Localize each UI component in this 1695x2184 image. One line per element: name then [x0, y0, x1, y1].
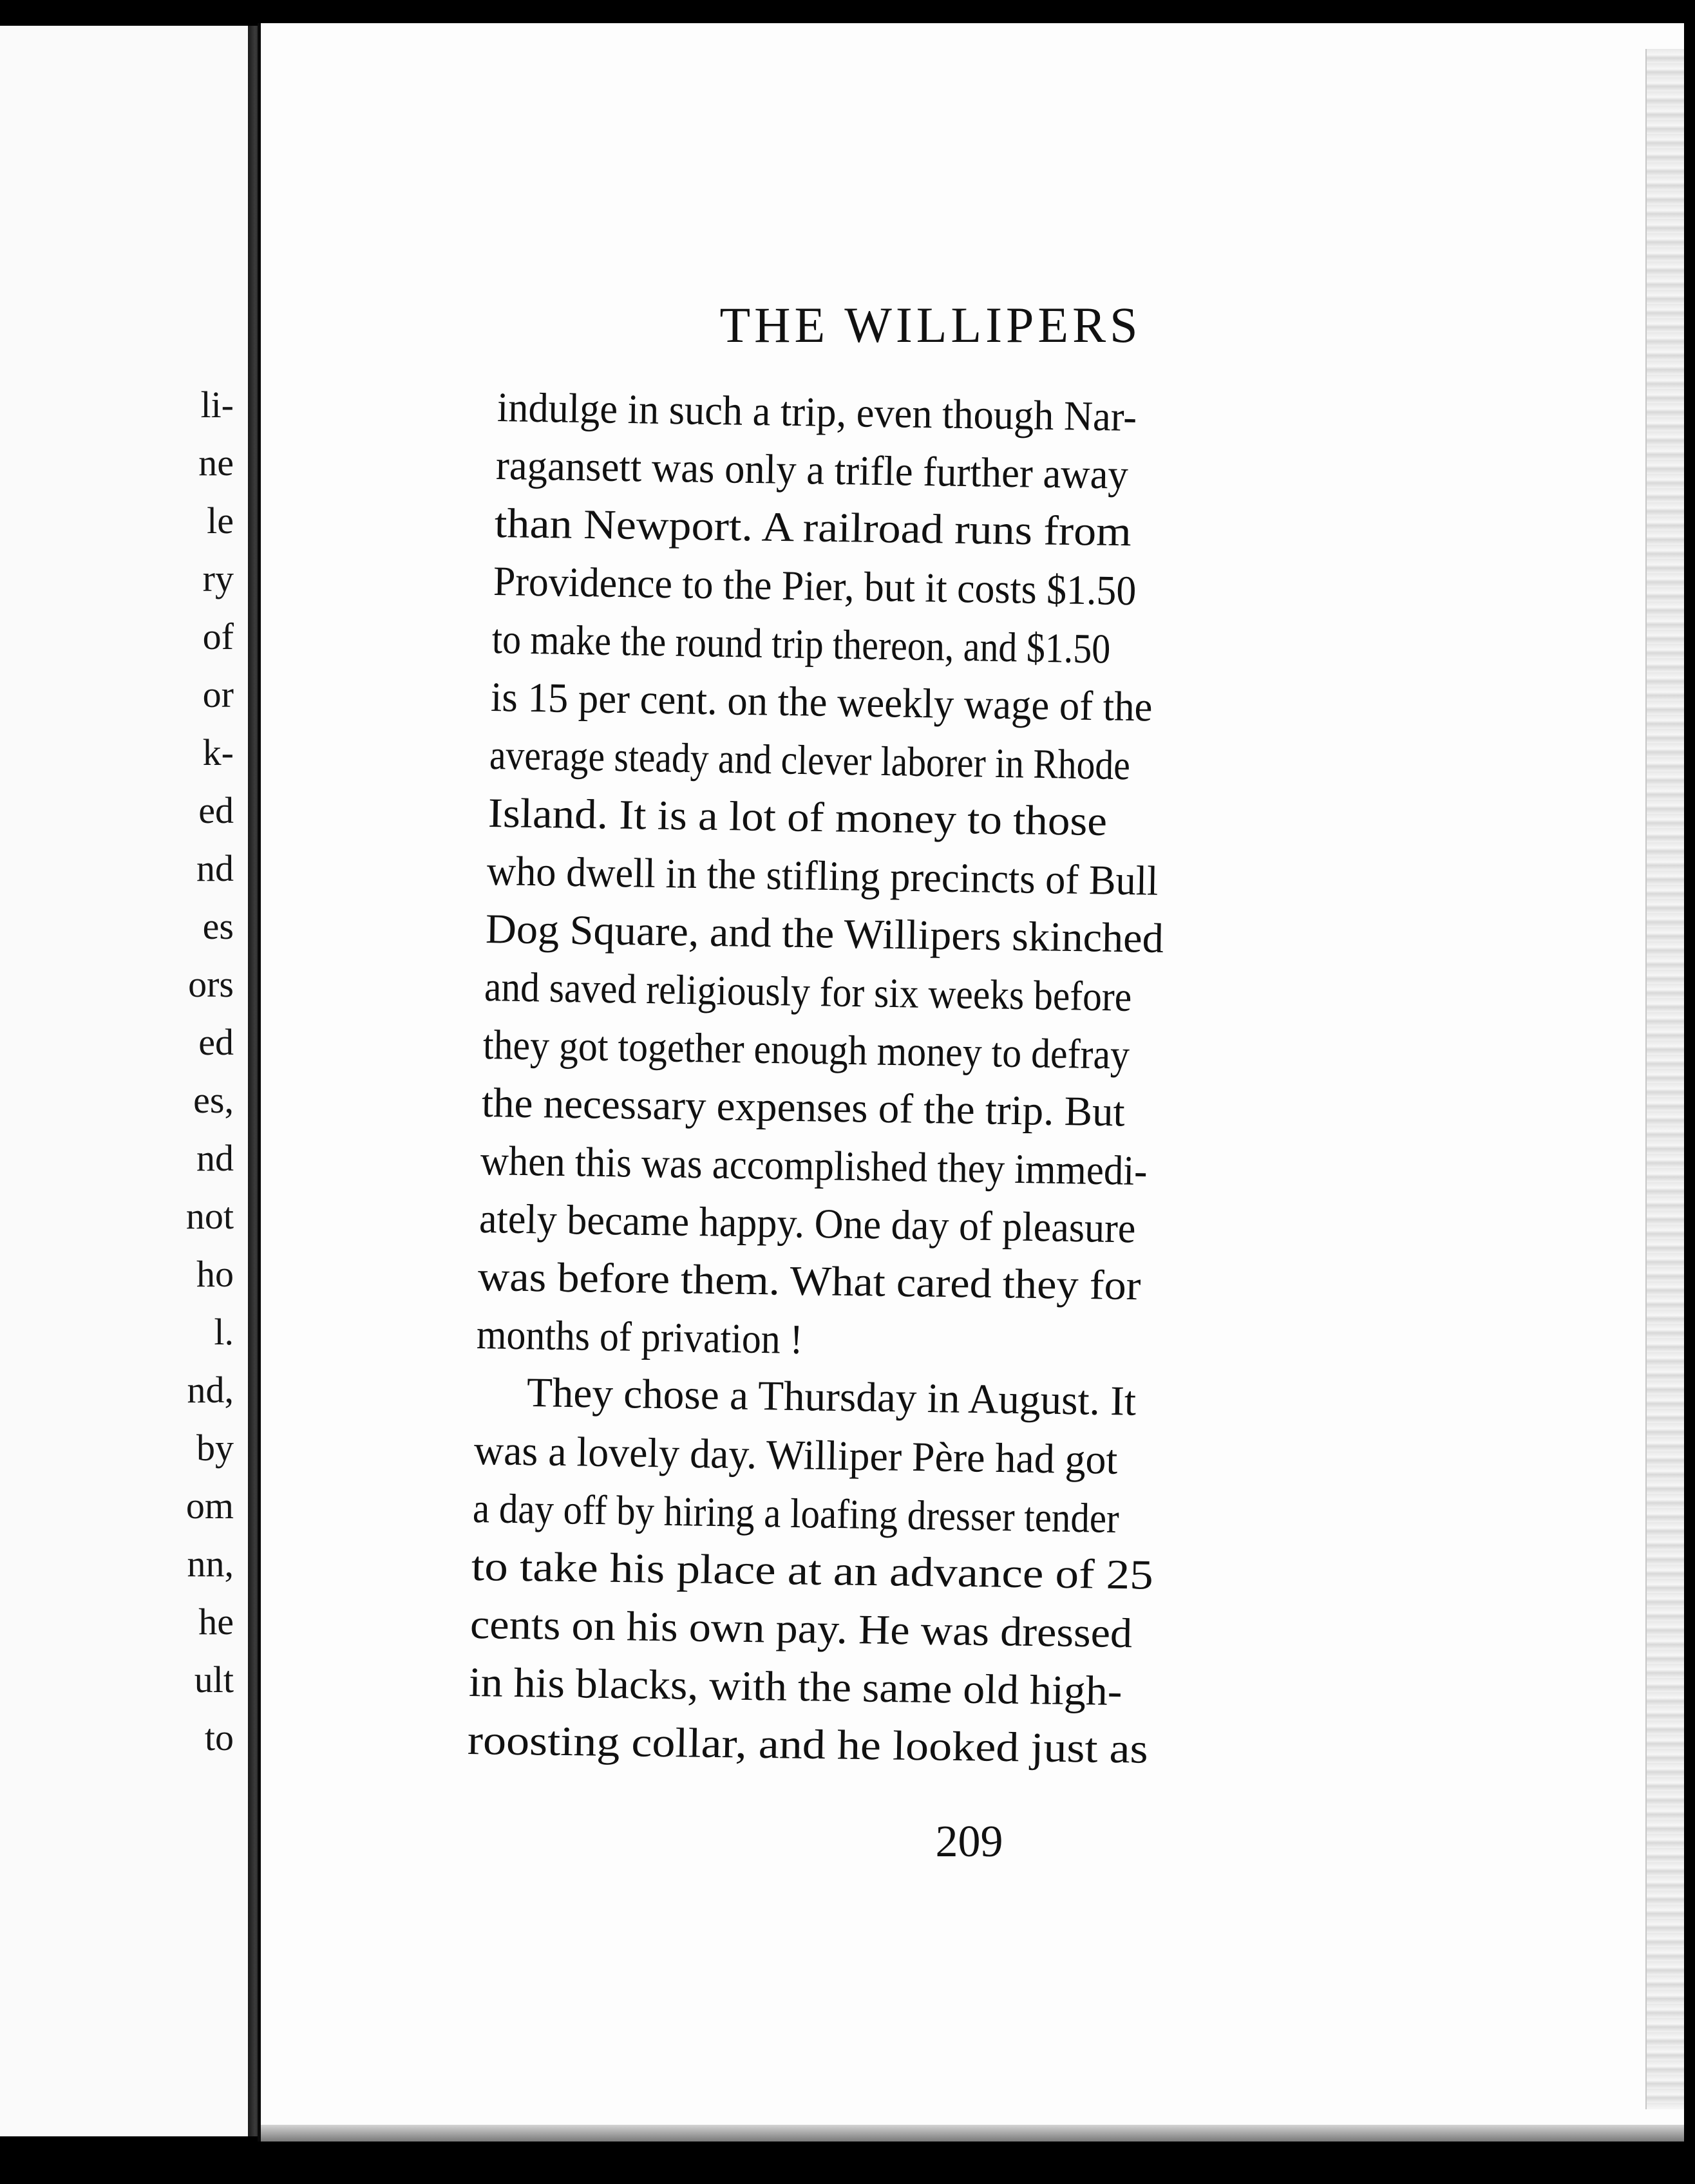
left-page-fragment: by: [196, 1427, 234, 1469]
right-page: [258, 23, 1684, 2142]
left-page-fragment: nn,: [187, 1543, 234, 1585]
left-page-fragment: l.: [214, 1311, 234, 1353]
left-page-fragment: om: [185, 1485, 234, 1527]
left-page-fragment: le: [207, 500, 234, 541]
text-line: was a lovely day. Williper Père had got: [473, 1427, 1118, 1483]
text-line: the necessary expenses of the trip. But: [481, 1080, 1126, 1136]
left-page-fragment: nd: [196, 1137, 234, 1179]
text-line: is 15 per cent. on the weekly wage of the: [490, 674, 1153, 731]
text-line: They chose a Thursday in August. It: [526, 1370, 1137, 1425]
text-line: indulge in such a trip, even though Nar-: [497, 384, 1137, 440]
left-page-fragment: ry: [202, 558, 234, 599]
text-line: roosting collar, and he looked just as: [467, 1717, 1149, 1773]
left-page-fragment: not: [185, 1195, 234, 1237]
left-page-fragment: li-: [200, 384, 234, 426]
text-line: was before them. What cared they for: [477, 1254, 1142, 1310]
text-line: a day off by hiring a loafing dresser tender: [472, 1485, 1120, 1543]
page-edge: [1645, 49, 1684, 2109]
left-page-fragment: ult: [194, 1659, 234, 1700]
text-line: average steady and clever laborer in Rhode: [489, 732, 1131, 789]
left-page-fragment: ed: [198, 1021, 234, 1063]
text-line: when this was accomplished they immedi-: [480, 1138, 1148, 1195]
text-line: in his blacks, with the same old high-: [468, 1659, 1122, 1715]
left-page: [0, 26, 248, 2136]
left-page-fragment: es: [202, 905, 234, 947]
left-page-fragment: ho: [196, 1253, 234, 1295]
left-page-fragment: or: [202, 673, 234, 715]
left-page-fragment: ne: [198, 442, 234, 484]
text-line: months of privation !: [476, 1312, 804, 1363]
text-line: Providence to the Pier, but it costs $1.50: [493, 558, 1137, 615]
left-page-fragment: es,: [193, 1079, 234, 1121]
left-page-fragment: ed: [198, 789, 234, 831]
text-line: cents on his own pay. He was dressed: [469, 1601, 1133, 1657]
left-page-fragment: to: [204, 1717, 234, 1758]
text-line: they got together enough money to defray: [482, 1022, 1130, 1078]
text-line: who dwell in the stifling precincts of Bull: [486, 848, 1159, 905]
running-head: THE WILLIPERS: [719, 297, 1142, 353]
left-page-fragment: ors: [188, 963, 234, 1005]
page-bottom-edge: [261, 2125, 1684, 2142]
text-line: to make the round trip thereon, and $1.50: [491, 616, 1111, 673]
text-line: Island. It is a lot of money to those: [488, 790, 1108, 845]
left-page-fragment: of: [202, 616, 234, 657]
text-line: to take his place at an advance of 25: [471, 1543, 1154, 1599]
left-page-fragment: he: [198, 1601, 234, 1643]
page-number: 209: [935, 1817, 1003, 1867]
left-page-fragment: nd,: [187, 1369, 234, 1411]
text-line: ately became happy. One day of pleasure: [478, 1196, 1136, 1252]
left-page-fragment: k-: [202, 731, 234, 773]
text-line: Dog Square, and the Willipers skinched: [485, 906, 1164, 962]
text-line: and saved religiously for six weeks before: [484, 964, 1132, 1021]
text-line: than Newport. A railroad runs from: [494, 500, 1132, 556]
left-page-fragment: nd: [196, 847, 234, 889]
text-line: ragansett was only a trifle further away: [495, 442, 1129, 498]
